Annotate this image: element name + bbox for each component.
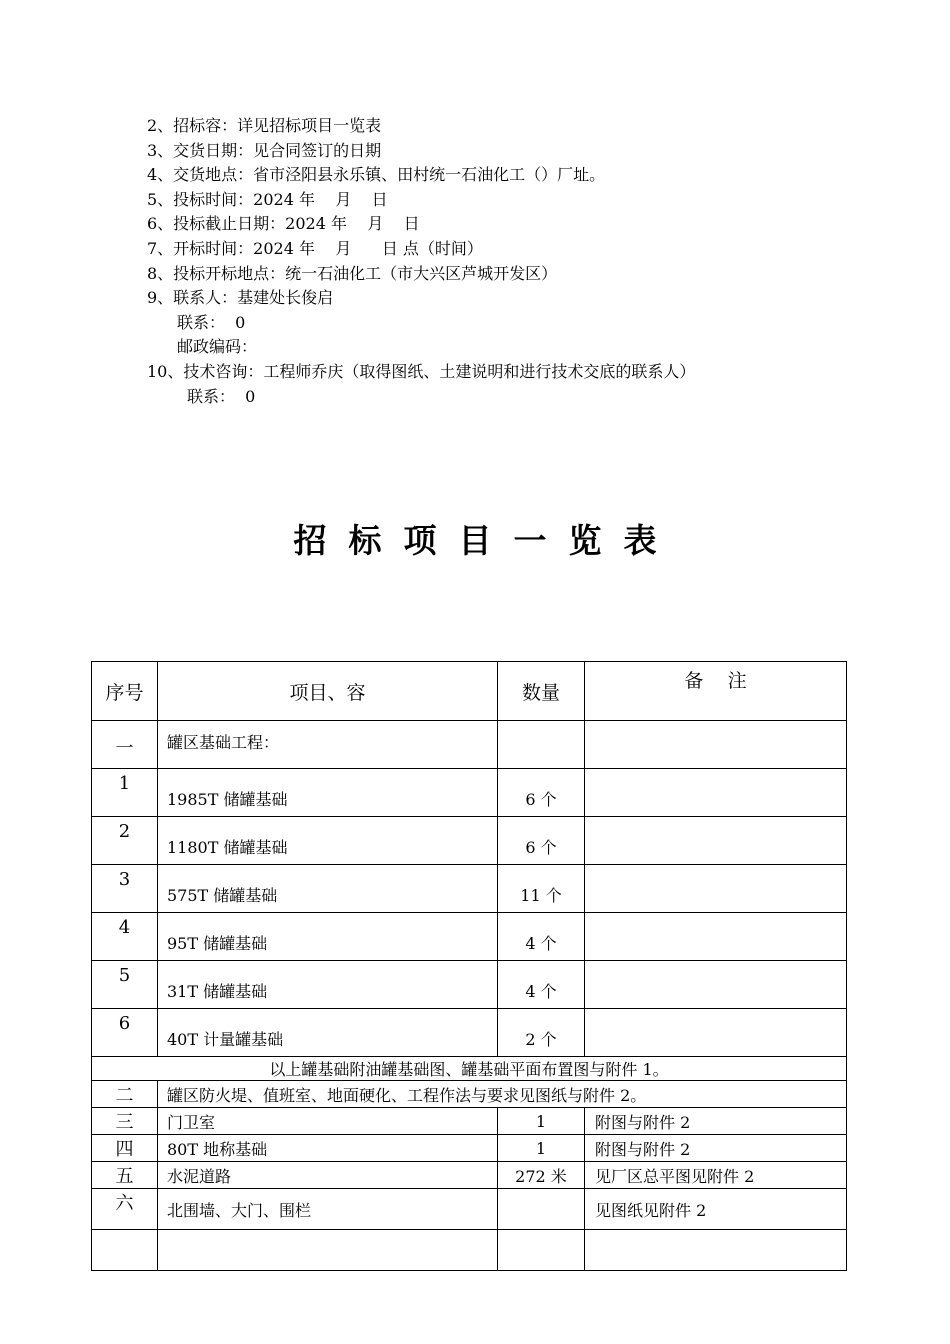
row-seq: 1 <box>92 769 158 817</box>
row-name: 罐区基础工程： <box>158 721 498 769</box>
tender-items-table <box>91 661 847 1271</box>
row-seq: 六 <box>92 1189 158 1230</box>
table-header-row <box>92 662 847 721</box>
row-note <box>585 961 847 1009</box>
row-name: 80T 地称基础 <box>158 1135 498 1162</box>
row-qty <box>498 721 585 769</box>
table-row <box>92 1162 847 1189</box>
info-line-tech-phone: 联系： 0 <box>187 386 256 406</box>
table-row <box>92 1108 847 1135</box>
row-note: 附图与附件 2 <box>585 1135 847 1162</box>
row-seq: 五 <box>92 1162 158 1189</box>
row-seq: 2 <box>92 817 158 865</box>
row-name: 40T 计量罐基础 <box>158 1009 498 1057</box>
tank-foundation-note: 以上罐基础附油罐基础图、罐基础平面布置图与附件 1。 <box>92 1057 847 1081</box>
row-qty: 4 个 <box>498 961 585 1009</box>
table-row <box>92 769 847 817</box>
info-line-tech-consult: 10、技术咨询：工程师乔庆（取得图纸、土建说明和进行技术交底的联系人） <box>147 361 696 381</box>
table-row <box>92 913 847 961</box>
row-note: 附图与附件 2 <box>585 1108 847 1135</box>
header-qty: 数量 <box>498 662 585 721</box>
row-name: 门卫室 <box>158 1108 498 1135</box>
header-name: 项目、容 <box>158 662 498 721</box>
header-seq: 序号 <box>92 662 158 721</box>
row-note: 见厂区总平图见附件 2 <box>585 1162 847 1189</box>
row-note <box>585 769 847 817</box>
row-seq: 一 <box>92 721 158 769</box>
info-line-opening-place: 8、投标开标地点：统一石油化工（市大兴区芦城开发区） <box>147 263 558 283</box>
page-title: 招标项目一览表 <box>293 521 679 560</box>
row-name: 北围墙、大门、围栏 <box>158 1189 498 1230</box>
row-note <box>585 1009 847 1057</box>
row-note <box>585 721 847 769</box>
info-line-contact-person: 9、联系人：基建处长俊启 <box>147 288 334 308</box>
info-line-bid-time: 5、投标时间：2024 年 月 日 <box>147 189 388 209</box>
row-qty: 2 个 <box>498 1009 585 1057</box>
row-name: 31T 储罐基础 <box>158 961 498 1009</box>
row-note <box>585 1230 847 1271</box>
table-note-row <box>92 1057 847 1081</box>
table-row <box>92 961 847 1009</box>
row-qty: 272 米 <box>498 1162 585 1189</box>
row-note <box>585 817 847 865</box>
row-qty: 1 <box>498 1108 585 1135</box>
info-line-postcode: 邮政编码： <box>177 337 258 357</box>
table-row <box>92 1135 847 1162</box>
row-qty: 11 个 <box>498 865 585 913</box>
info-line-opening-time: 7、开标时间：2024 年 月 日 点（时间） <box>147 238 483 258</box>
row-qty <box>498 1189 585 1230</box>
row-qty: 1 <box>498 1135 585 1162</box>
table-row-empty <box>92 1230 847 1271</box>
row-note: 见图纸见附件 2 <box>585 1189 847 1230</box>
row-seq <box>92 1230 158 1271</box>
table-row <box>92 865 847 913</box>
table-row <box>92 1081 847 1108</box>
row-name: 1180T 储罐基础 <box>158 817 498 865</box>
row-seq: 4 <box>92 913 158 961</box>
info-line-delivery-date: 3、交货日期：见合同签订的日期 <box>147 140 382 160</box>
row-note <box>585 913 847 961</box>
info-line-deadline: 6、投标截止日期：2024 年 月 日 <box>147 214 420 234</box>
table-row <box>92 1009 847 1057</box>
row-name: 575T 储罐基础 <box>158 865 498 913</box>
row-qty: 6 个 <box>498 817 585 865</box>
header-note: 备 注 <box>585 662 847 721</box>
info-line-contact-phone: 联系： 0 <box>177 312 246 332</box>
row-note <box>585 865 847 913</box>
row-qty: 4 个 <box>498 913 585 961</box>
row-seq: 3 <box>92 865 158 913</box>
row-name: 罐区防火堤、值班室、地面硬化、工程作法与要求见图纸与附件 2。 <box>158 1081 847 1108</box>
row-name: 95T 储罐基础 <box>158 913 498 961</box>
row-name: 水泥道路 <box>158 1162 498 1189</box>
row-seq: 二 <box>92 1081 158 1108</box>
row-seq: 四 <box>92 1135 158 1162</box>
row-seq: 6 <box>92 1009 158 1057</box>
row-name <box>158 1230 498 1271</box>
row-seq: 三 <box>92 1108 158 1135</box>
row-seq: 5 <box>92 961 158 1009</box>
row-qty <box>498 1230 585 1271</box>
tender-info <box>147 114 695 409</box>
row-name: 1985T 储罐基础 <box>158 769 498 817</box>
info-line-content: 2、招标容：详见招标项目一览表 <box>147 116 382 135</box>
row-qty: 6 个 <box>498 769 585 817</box>
info-line-delivery-place: 4、交货地点：省市泾阳县永乐镇、田村统一石油化工（）厂址。 <box>147 165 606 185</box>
table-row <box>92 1189 847 1230</box>
table-row <box>92 721 847 769</box>
table-row <box>92 817 847 865</box>
